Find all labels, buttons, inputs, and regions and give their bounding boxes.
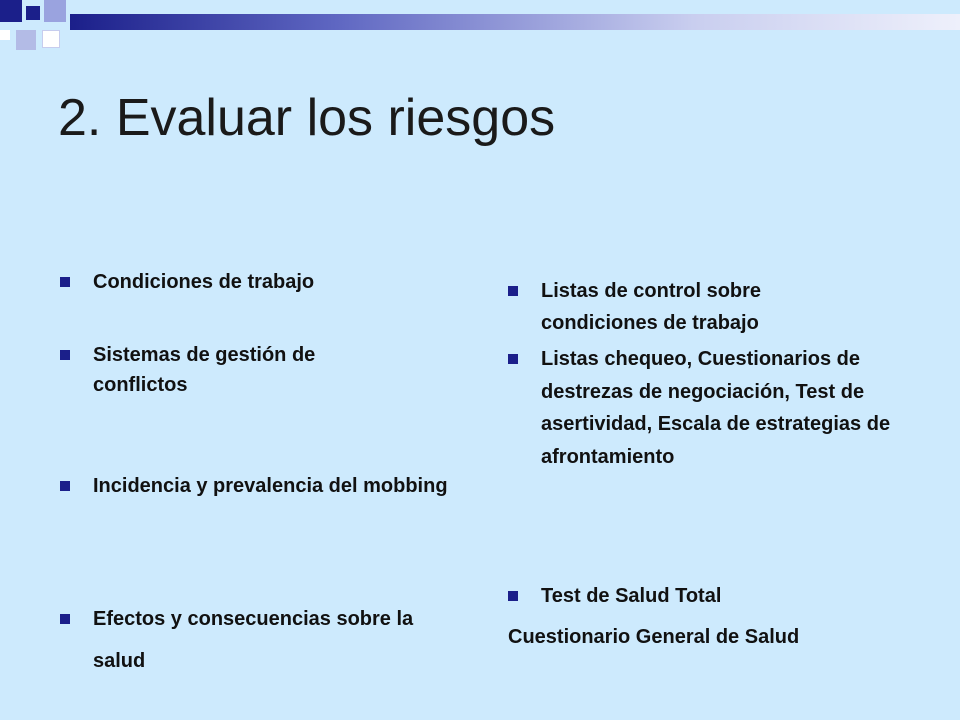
right-bullet-3 bbox=[541, 580, 871, 612]
bullet-text: Sistemas de gestión de conflictos bbox=[93, 344, 316, 396]
decor-square bbox=[26, 6, 40, 20]
right-bullet-2 bbox=[541, 343, 921, 473]
right-plain-text: Cuestionario General de Salud bbox=[508, 626, 800, 648]
decor-square bbox=[0, 30, 10, 40]
right-bullet-1 bbox=[541, 275, 871, 339]
square-bullet-icon bbox=[60, 481, 70, 491]
square-bullet-icon bbox=[508, 286, 518, 296]
bullet-text: Efectos y consecuencias sobre la salud bbox=[93, 608, 414, 672]
left-bullet-3 bbox=[93, 465, 453, 507]
bullet-text: Listas chequeo, Cuestionarios de destrezas de negociación, Test de asertividad, Escala de estrategias de afrontamiento bbox=[541, 348, 891, 468]
decor-square bbox=[16, 30, 36, 50]
decor-gradient-bar bbox=[70, 14, 960, 30]
square-bullet-icon bbox=[60, 277, 70, 287]
decor-square bbox=[44, 0, 66, 22]
bullet-text: Incidencia y prevalencia del mobbing bbox=[93, 475, 448, 497]
slide-title: 2. Evaluar los riesgos bbox=[58, 89, 556, 147]
square-bullet-icon bbox=[508, 591, 518, 601]
square-bullet-icon bbox=[60, 350, 70, 360]
bullet-text: Test de Salud Total bbox=[541, 585, 722, 607]
bullet-text: Listas de control sobre condiciones de trabajo bbox=[541, 280, 762, 334]
left-bullet-1 bbox=[93, 265, 423, 299]
decor-square bbox=[0, 0, 22, 22]
square-bullet-icon bbox=[60, 614, 70, 624]
bullet-text: Condiciones de trabajo bbox=[93, 271, 315, 293]
decor-square bbox=[42, 30, 60, 48]
square-bullet-icon bbox=[508, 354, 518, 364]
left-bullet-4 bbox=[93, 598, 423, 682]
left-bullet-2 bbox=[93, 340, 403, 400]
